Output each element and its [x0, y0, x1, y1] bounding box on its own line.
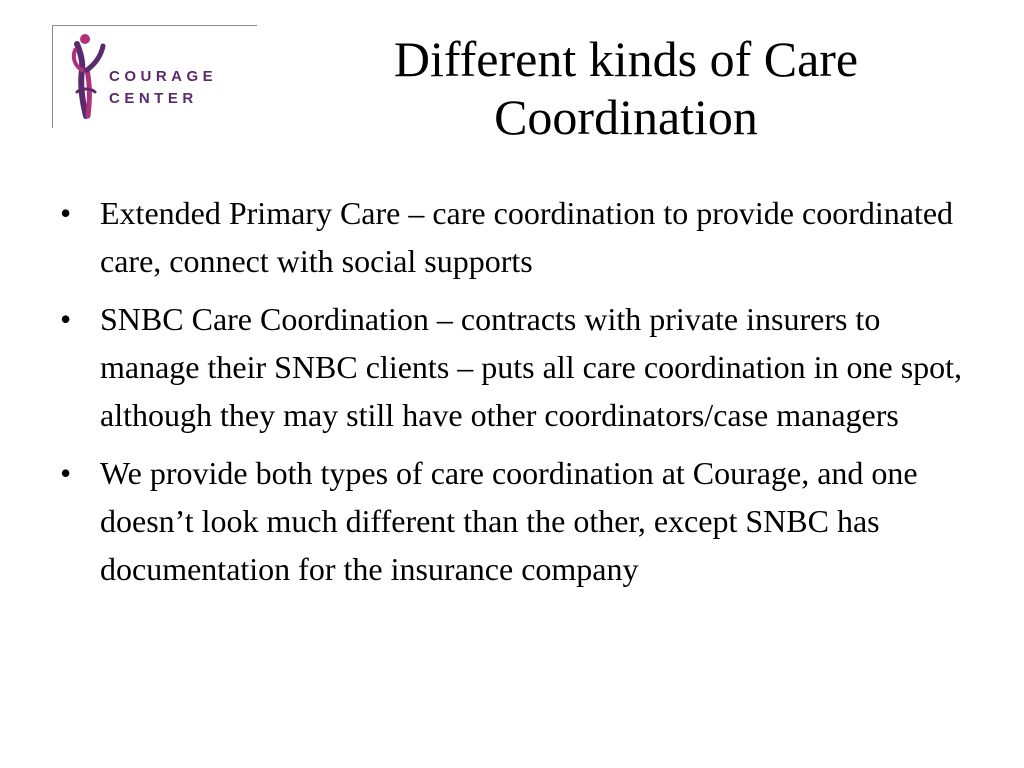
bullet-icon: •	[60, 195, 72, 231]
bullet-text: SNBC Care Coordination – contracts with private insurers to manage their SNBC clients – puts all care coordination in one spot, although they may still have other coordinators/case managers	[100, 301, 963, 433]
slide-title-line-1: Different kinds of Care	[393, 31, 859, 87]
courage-center-logo	[52, 25, 257, 128]
bullet-item	[60, 449, 970, 593]
bullet-icon: •	[60, 455, 72, 491]
bullet-icon: •	[60, 301, 72, 337]
bullet-item	[60, 189, 970, 285]
courage-figure-icon	[63, 30, 109, 124]
logo-text-center: CENTER	[109, 90, 198, 107]
bullet-text: We provide both types of care coordination at Courage, and one doesn’t look much different than the other, except SNBC has documentation for the insurance company	[100, 455, 918, 587]
slide-title-line-2: Coordination	[494, 89, 758, 145]
bullet-list	[60, 189, 970, 603]
logo-text-courage: COURAGE	[109, 68, 218, 85]
slide-title	[300, 30, 952, 146]
bullet-item	[60, 295, 970, 439]
bullet-text: Extended Primary Care – care coordination to provide coordinated care, connect with social supports	[100, 195, 954, 279]
